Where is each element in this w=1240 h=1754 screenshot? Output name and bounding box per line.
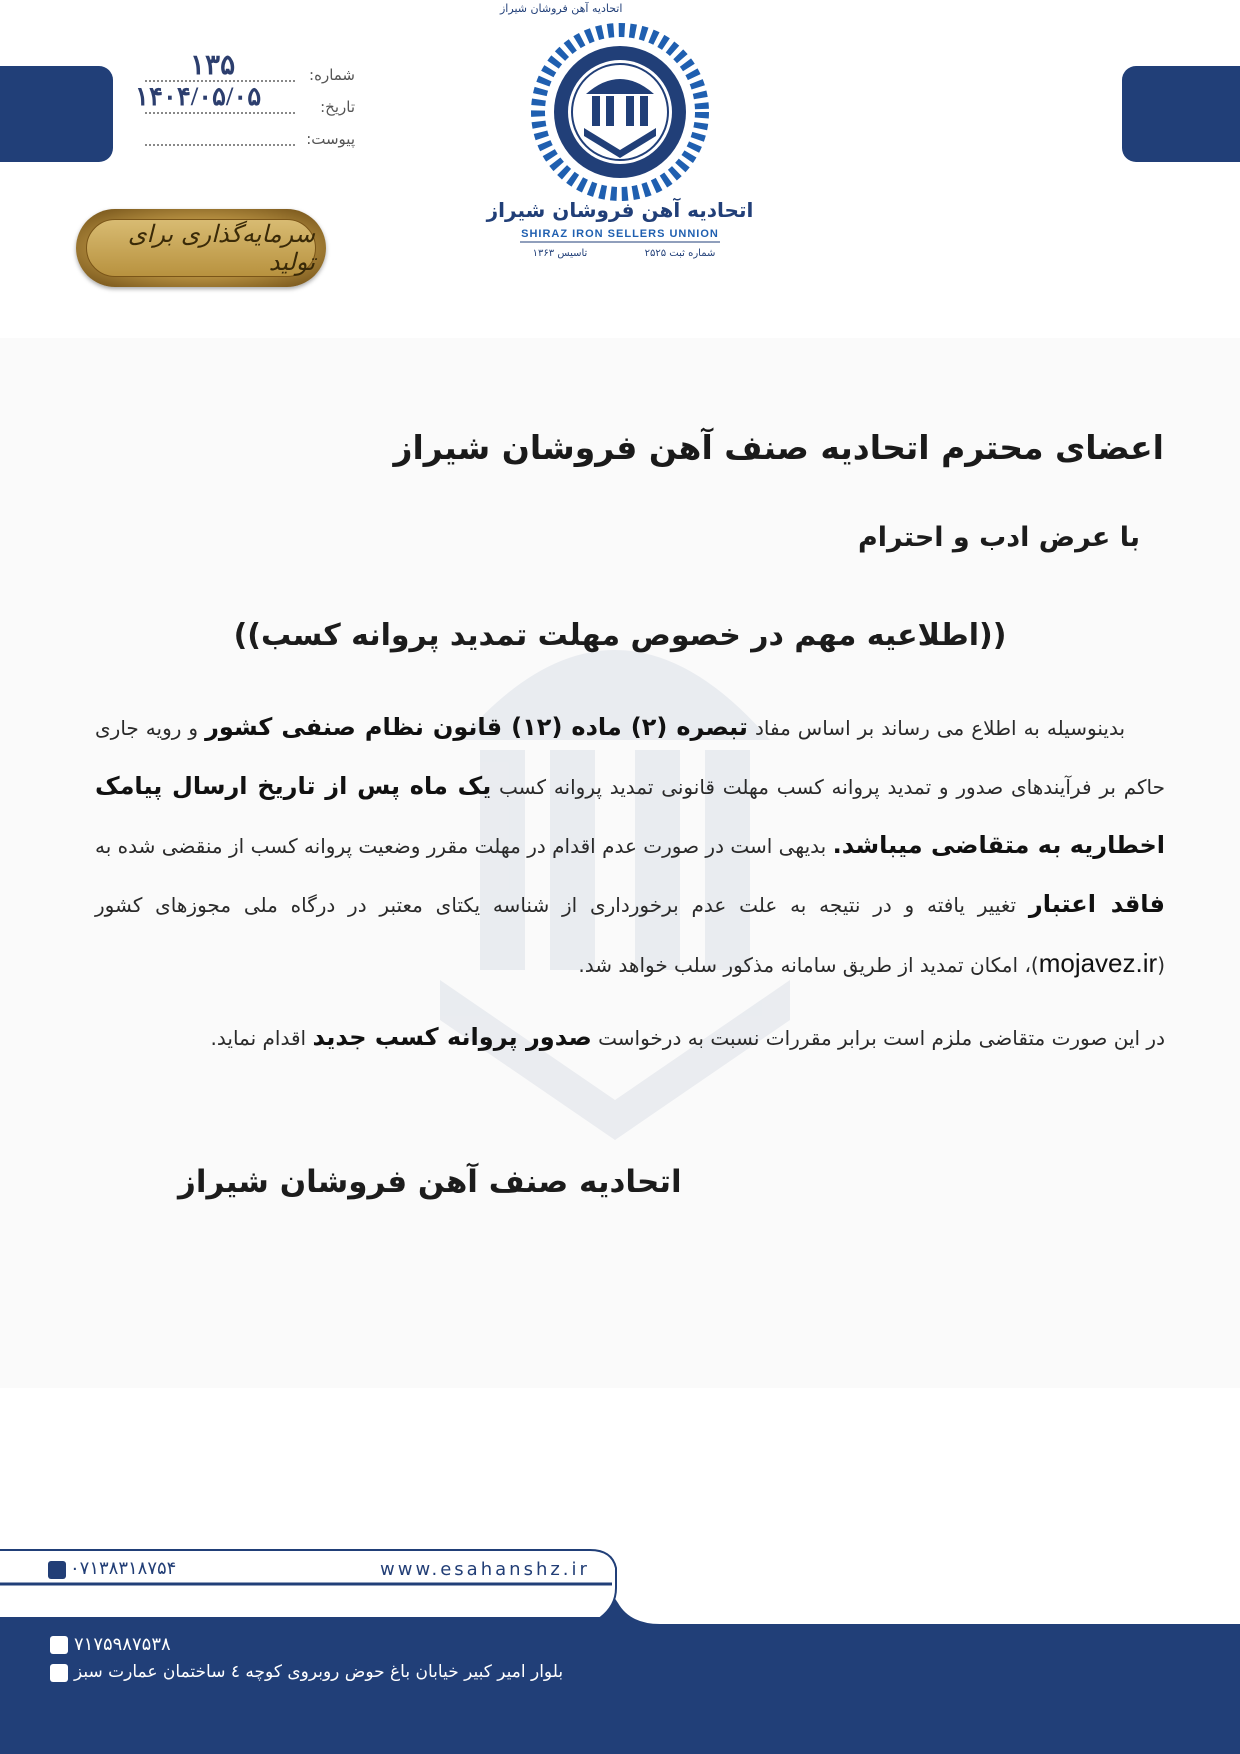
- union-logo: [486, 2, 754, 262]
- fax-icon: [50, 1636, 68, 1654]
- p2-text-c: اقدام نماید.: [210, 1026, 313, 1050]
- home-icon: [50, 1664, 68, 1682]
- logo-en-title: SHIRAZ IRON SELLERS UNNION: [521, 228, 719, 240]
- footer-fax: ۷۱۷۵۹۸۷۵۳۸: [74, 1634, 171, 1655]
- footer-phone-2: ۰۷۱۳۸۳۱۸۷۵۳: [70, 1588, 177, 1609]
- p1-text-e: بدیهی است در صورت عدم اقدام در مهلت مقرر وضعیت پروانه کسب از منقضی شده به: [95, 834, 833, 858]
- date-row: [135, 84, 355, 116]
- p1-text-a: بدینوسیله به اطلاع می رساند بر اساس مفاد: [747, 716, 1126, 740]
- footer-address: بلوار امیر کبیر خیابان باغ حوض روبروی کوچه ٤ ساختمان عمارت سبز: [74, 1662, 564, 1682]
- phone-icon: [48, 1561, 66, 1579]
- p2-text-a: در این صورت متقاضی ملزم است برابر مقررات نسبت به درخواست: [591, 1026, 1165, 1050]
- p1-bold-law: تبصره (۲) ماده (۱۲) قانون نظام صنفی کشور: [205, 713, 748, 741]
- letter-subject: ((اطلاعیه مهم در خصوص مهلت تمدید پروانه کسب)): [233, 618, 1007, 653]
- paragraph-1: [95, 698, 1165, 994]
- footer-website[interactable]: www.esahanshz.ir: [380, 1559, 590, 1580]
- logo-arc-text: اتحادیه آهن فروشان شیراز: [500, 2, 623, 15]
- number-label: شماره:: [309, 66, 355, 84]
- header-tab-right: [1122, 66, 1240, 162]
- p2-bold-new-license: صدور پروانه کسب جدید: [312, 1023, 592, 1051]
- footer-band: [0, 1548, 1240, 1754]
- number-row: [135, 52, 355, 84]
- letter-signature: اتحادیه صنف آهن فروشان شیراز: [178, 1164, 682, 1200]
- footer-phone-1: ۰۷۱۳۸۳۱۸۷۵۴: [70, 1558, 177, 1579]
- header-tab-left: [0, 66, 113, 162]
- letter-body: [95, 698, 1165, 1067]
- number-value: ۱۳۵: [190, 50, 236, 81]
- phone-handset-icon: [48, 1591, 66, 1609]
- logo-registration: شماره ثبت ۲۵۲۵: [644, 248, 716, 259]
- attachment-dots: [145, 130, 295, 146]
- year-slogan-badge: [76, 209, 326, 287]
- p1-text-h: )، امکان تمدید از طریق سامانه مذکور سلب خواهد شد.: [578, 953, 1039, 977]
- attachment-label: پیوست:: [306, 130, 355, 148]
- letter-addressee: اعضای محترم اتحادیه صنف آهن فروشان شیراز: [393, 428, 1164, 467]
- p1-bold-invalid: فاقد اعتبار: [1028, 890, 1166, 918]
- logo-fa-title: اتحادیه آهن فروشان شیراز: [486, 198, 754, 222]
- gear-icon: [538, 30, 702, 194]
- badge-plate: [86, 219, 316, 277]
- badge-text: سرمایه‌گذاری برای تولید: [127, 220, 315, 276]
- logo-founded: تاسیس ۱۳۶۳: [532, 248, 588, 259]
- date-value: ۱۴۰۴/۰۵/۰۵: [135, 82, 262, 111]
- letter-salutation: با عرض ادب و احترام: [857, 522, 1140, 553]
- paragraph-2: [95, 1008, 1165, 1067]
- letter-meta: [135, 52, 355, 148]
- attachment-row: [135, 116, 355, 148]
- portal-url: mojavez.ir: [1038, 948, 1158, 978]
- p1-text-g: تغییر یافته و در نتیجه به علت عدم برخورداری از شناسه یکتای معتبر در درگاه ملی مجوزهای کشور (: [95, 893, 1165, 977]
- date-label: تاریخ:: [320, 98, 355, 116]
- p1-bold-deadline: یک ماه پس از تاریخ ارسال پیامک اخطاریه به متقاضی میباشد.: [95, 772, 1166, 859]
- p1-text-c: و رویه جاری حاکم بر فرآیندهای صدور و تمدید پروانه کسب مهلت قانونی تمدید پروانه کسب: [95, 716, 1165, 799]
